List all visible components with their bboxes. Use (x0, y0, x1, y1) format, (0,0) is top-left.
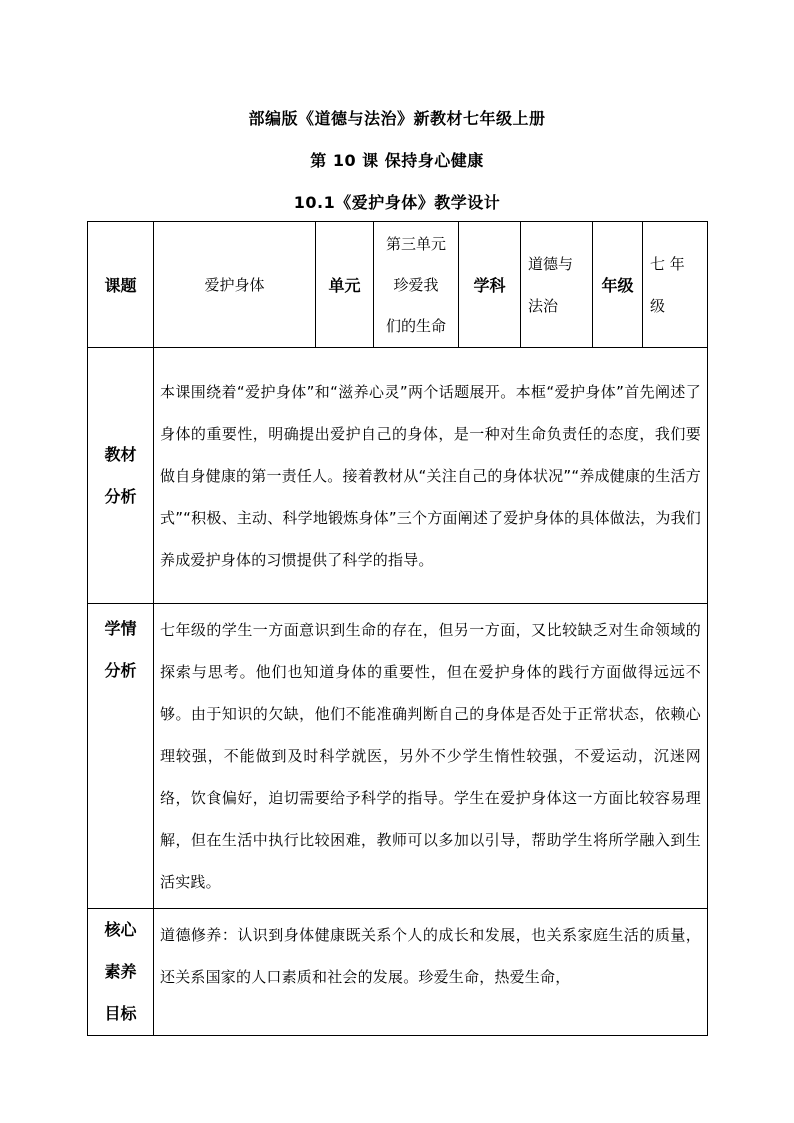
learner-analysis-label (88, 604, 154, 909)
subject-value-line-1: 道德与 (528, 254, 574, 273)
core-literacy-label-line-1: 核心 (104, 920, 137, 939)
subject-value (521, 222, 593, 348)
lesson-plan-table (87, 221, 708, 1036)
unit-label: 单元 (316, 222, 374, 348)
design-title: 10.1《爱护身体》教学设计 (293, 193, 501, 212)
header-row (88, 222, 708, 348)
unit-value-line-2: 珍爱我 (393, 276, 439, 294)
grade-label: 年级 (593, 222, 643, 348)
grade-value-line-2: 级 (650, 296, 666, 315)
lesson-title: 第 10 课 保持身心健康 (310, 151, 484, 170)
textbook-analysis-label (88, 348, 154, 604)
textbook-analysis-text: 本课围绕着“爱护身体”和“滋养心灵”两个话题展开。本框“爱护身体”首先阐述了身体的重要性，明确提出爱护自己的身体，是一种对生命负责任的态度，我们要做自身健康的第一责任人。接着教材从“关注自己的身体状况”“养成健康的生活方式”“积极、主动、科学地锻炼身体”三个方面阐述了爱护身体的具体做法，为我们养成爱护身体的习惯提供了科学的指导。 (154, 348, 708, 604)
core-literacy-label-line-2: 素养 (104, 962, 137, 981)
grade-value (643, 222, 708, 348)
unit-value (374, 222, 459, 348)
subject-value-line-2: 法治 (528, 296, 559, 315)
learner-analysis-row (88, 604, 708, 909)
textbook-analysis-label-line-1: 教材 (104, 444, 137, 464)
textbook-analysis-label-line-2: 分析 (104, 486, 137, 506)
core-literacy-text: 道德修养：认识到身体健康既关系个人的成长和发展，也关系家庭生活的质量，还关系国家的人口素质和社会的发展。珍爱生命，热爱生命， (154, 909, 708, 1036)
learner-analysis-label-line-2: 分析 (104, 661, 137, 680)
textbook-analysis-row (88, 348, 708, 604)
topic-value: 爱护身体 (154, 222, 316, 348)
learner-analysis-text: 七年级的学生一方面意识到生命的存在，但另一方面，又比较缺乏对生命领域的探索与思考。他们也知道身体的重要性，但在爱护身体的践行方面做得远远不够。由于知识的欠缺，他们不能准确判断自己的身体是否处于正常状态，依赖心理较强，不能做到及时科学就医，另外不少学生惰性较强，不爱运动，沉迷网络，饮食偏好，迫切需要给予科学的指导。学生在爱护身体这一方面比较容易理解，但在生活中执行比较困难，教师可以多加以引导，帮助学生将所学融入到生活实践。 (154, 604, 708, 909)
subject-label: 学科 (459, 222, 521, 348)
document-title: 部编版《道德与法治》新教材七年级上册 (248, 109, 546, 128)
topic-label: 课题 (88, 222, 154, 348)
grade-value-line-1: 七 年 (650, 254, 685, 273)
core-literacy-label-line-3: 目标 (104, 1004, 137, 1023)
unit-value-line-3: 们的生命 (385, 317, 446, 335)
core-literacy-row (88, 909, 708, 1036)
core-literacy-label (88, 909, 154, 1036)
learner-analysis-label-line-1: 学情 (104, 619, 137, 638)
unit-value-line-1: 第三单元 (385, 235, 446, 253)
